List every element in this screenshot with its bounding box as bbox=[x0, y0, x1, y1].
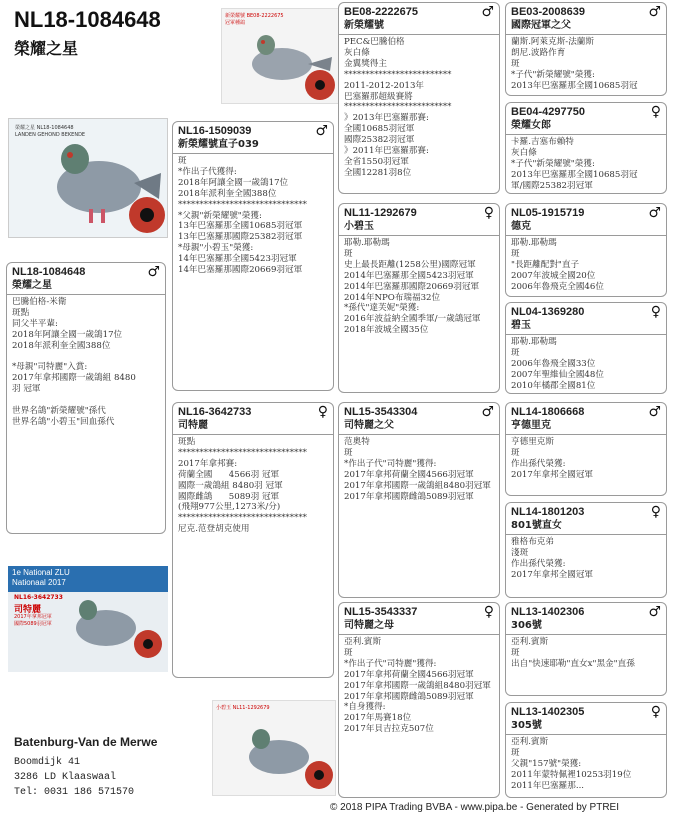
card-body: 范奧特 斑 *作出子代"司特麗"獲得: 2017年拿邦荷蘭全國4566羽冠軍 2017年拿邦國際一歲鴿組8480羽冠軍 2017年拿邦國際雌鴿5089羽冠軍 bbox=[344, 437, 491, 502]
card-ring: NL14-1806668 bbox=[511, 406, 585, 418]
photo-top-sub: 冠軍種鴿 bbox=[225, 20, 246, 26]
card-name: 碧玉 bbox=[506, 319, 666, 335]
card-ring: NL15-3543337 bbox=[344, 606, 418, 618]
female-icon: ♀ bbox=[650, 704, 661, 720]
card-name: 小碧玉 bbox=[339, 220, 499, 236]
female-icon: ♀ bbox=[650, 304, 661, 320]
photo-mother-ring: NL16-3642733 bbox=[14, 594, 63, 601]
pedigree-card-mother bbox=[172, 402, 334, 678]
female-icon: ♀ bbox=[317, 404, 328, 420]
pedigree-card-father bbox=[172, 121, 334, 391]
male-icon: ♂ bbox=[648, 205, 661, 221]
card-name: 司特麗之父 bbox=[339, 419, 499, 435]
pedigree-card-mf bbox=[338, 402, 500, 598]
card-body: 亞利.賓斯 斑 出自"快速耶勒"直女x"黑金"直孫 bbox=[511, 637, 635, 669]
photo-mother-caption1: 1e National ZLU bbox=[12, 568, 70, 577]
card-body: 耶勒.耶勒瑪 斑 "長距離配對"直子 2007年波城全國20位 2006年魯飛克全國46位 bbox=[511, 238, 604, 292]
pedigree-card-fff bbox=[505, 2, 667, 96]
card-ring: NL15-3543304 bbox=[344, 406, 418, 418]
breeder-name: Batenburg-Van de Merwe bbox=[14, 735, 158, 749]
card-ring: NL16-1509039 bbox=[178, 125, 252, 137]
pedigree-card-mfm bbox=[505, 502, 667, 598]
card-body: 雅格布克弟 淺斑 作出孫代榮獲: 2017年拿邦全國冠軍 bbox=[511, 537, 594, 580]
copyright-notice: © 2018 PIPA Trading BVBA - www.pipa.be - Generated by PTREI bbox=[330, 802, 619, 813]
breeder-address-line1: Boomdijk 41 bbox=[14, 757, 81, 768]
card-body: PEC&巴騰伯格 灰白條 金翼獎得主 ************************* 2011-2012-2013年 巴塞羅那超級賽將 ************************* 》2013年巴塞羅那賽: 全國10685羽冠軍 國際25382羽冠軍 》2011年巴塞羅那賽: 全省1550羽冠軍 全國12281羽8位 bbox=[344, 37, 452, 178]
pedigree-card-mm bbox=[338, 602, 500, 798]
photo-mother-name: 司特麗 bbox=[14, 605, 42, 615]
header-ring: NL18-1084648 bbox=[14, 7, 161, 32]
photo-top-caption: 新榮耀號 BE08-2222675 bbox=[225, 13, 284, 19]
pigeon-photo-bottom bbox=[212, 700, 336, 796]
card-name: 司特麗 bbox=[173, 419, 333, 435]
card-ring: NL04-1369280 bbox=[511, 306, 585, 318]
card-name: 榮耀之星 bbox=[7, 279, 165, 295]
card-ring: BE08-2222675 bbox=[344, 6, 419, 18]
card-ring: BE04-4297750 bbox=[511, 106, 586, 118]
card-ring: NL18-1084648 bbox=[12, 266, 86, 278]
card-body: 斑 *作出子代獲得: 2018年阿讓全國一歲鴿17位 2018年派利奎全國388位 ****************************** *父親"新榮耀號"榮獲: 13年巴塞羅那全國10685羽冠軍 13年巴塞羅那國際25382羽冠軍 *母親"小碧玉"榮獲: 14年巴塞羅那全國5423羽冠軍 14年巴塞羅那國際20669羽冠軍 bbox=[178, 156, 307, 276]
card-body: 亨德里克斯 斑 作出孫代榮獲: 2017年拿邦全國冠軍 bbox=[511, 437, 594, 480]
card-body: 耶勒.耶勒瑪 斑 史上最長距離(1258公里)國際冠軍 2014年巴塞羅那全國5423羽冠軍 2014年巴塞羅那國際20669羽冠軍 2014年NPO布瑞福32位 *孫代"達芙妮"榮獲: 2016年波益納全國季軍/一歲鴿冠軍 2018年波城全國35位 bbox=[344, 238, 481, 336]
female-icon: ♀ bbox=[650, 104, 661, 120]
card-ring: NL05-1915719 bbox=[511, 207, 585, 219]
pedigree-card-fmf bbox=[505, 203, 667, 297]
male-icon: ♂ bbox=[481, 404, 494, 420]
header-name: 榮耀之星 bbox=[14, 39, 79, 58]
breeder-phone: Tel: 0031 186 571570 bbox=[14, 787, 135, 798]
photo-mother-caption2: Nationaal 2017 bbox=[12, 578, 66, 587]
card-name: 榮耀女郎 bbox=[506, 119, 666, 135]
card-ring: NL14-1801203 bbox=[511, 506, 585, 518]
pedigree-card-ff bbox=[338, 2, 500, 194]
card-ring: BE03-2008639 bbox=[511, 6, 586, 18]
card-name: 德克 bbox=[506, 220, 666, 236]
card-body: 卡羅.吉塞布賴特 灰白條 *子代"新榮耀號"榮獲: 2013年巴塞羅那全國10685羽冠 軍/國際25382羽冠軍 bbox=[511, 137, 638, 191]
card-ring: NL13-1402305 bbox=[511, 706, 585, 718]
pigeon-photo-top bbox=[221, 8, 339, 104]
pigeon-photo-mother bbox=[8, 566, 168, 672]
card-name: 司特麗之母 bbox=[339, 619, 499, 635]
card-body: 亞利.賓斯 斑 父親"157號"榮獲: 2011年蒙特佩裡10253羽19位 2011年巴塞羅那... bbox=[511, 737, 632, 791]
male-icon: ♂ bbox=[648, 404, 661, 420]
photo-mother-line: 國際5089羽冠軍 bbox=[14, 621, 52, 627]
male-icon: ♂ bbox=[315, 123, 328, 139]
card-body: 巴騰伯格-米衛 斑點 同父半平輩: 2018年阿讓全國一歲鴿17位 2018年派利奎全國388位 *母親"司特麗"入賞: 2017年拿邦國際一歲鴿組 8480 羽 冠軍 世界名鴿"新榮耀號"孫代 世界名鴿"小碧玉"回血孫代 bbox=[12, 297, 136, 427]
card-name: 305號 bbox=[506, 719, 666, 735]
pedigree-card-fmm bbox=[505, 302, 667, 394]
pedigree-card-ffm bbox=[505, 102, 667, 194]
card-body: 蘭斯.阿萊克斯-法蘭斯 朗尼.波路作育 斑 *子代"新榮耀號"榮獲: 2013年巴塞羅那全國10685羽冠 bbox=[511, 37, 638, 91]
photo-main-caption: 榮耀之星 NL18-1084648 bbox=[15, 125, 74, 131]
female-icon: ♀ bbox=[483, 205, 494, 221]
card-body: 亞利.賓斯 斑 *作出子代"司特麗"獲得: 2017年拿邦荷蘭全國4566羽冠軍 2017年拿邦國際一歲鴿組8480羽冠軍 2017年拿邦國際雌鴿5089羽冠軍 *自身獲得: 2017年馬賽18位 2017年貝吉拉克507位 bbox=[344, 637, 491, 735]
card-ring: NL16-3642733 bbox=[178, 406, 252, 418]
card-body: 斑點 ****************************** 2017年拿邦賽: 荷蘭全國 4566羽 冠軍 國際一歲鴿組 8480羽 冠軍 國際雌鴿 5089羽 冠軍 (飛翔977公里,1273米/分) ****************************** 尼克.范登胡克使用 bbox=[178, 437, 307, 535]
pedigree-card-mmf bbox=[505, 602, 667, 696]
male-icon: ♂ bbox=[147, 264, 160, 280]
card-name: 新榮耀號直子039 bbox=[173, 138, 333, 154]
card-body: 耶勒.耶勒瑪 斑 2006年魯飛全國33位 2007年聖維仙全國48位 2010年橘郡全國81位 bbox=[511, 337, 604, 391]
female-icon: ♀ bbox=[650, 504, 661, 520]
pedigree-card-mff bbox=[505, 402, 667, 496]
pedigree-card-fm bbox=[338, 203, 500, 393]
male-icon: ♂ bbox=[481, 4, 494, 20]
card-ring: NL11-1292679 bbox=[344, 207, 417, 219]
card-name: 801號直女 bbox=[506, 519, 666, 535]
female-icon: ♀ bbox=[483, 604, 494, 620]
pedigree-card-subject bbox=[6, 262, 166, 534]
breeder-address-line2: 3286 LD Klaaswaal bbox=[14, 772, 117, 783]
photo-bottom-caption: 小碧玉 NL11-1292679 bbox=[216, 705, 270, 711]
card-ring: NL13-1402306 bbox=[511, 606, 585, 618]
male-icon: ♂ bbox=[648, 4, 661, 20]
photo-main-sub: LANDEN GEHOND BEKENDE bbox=[15, 132, 86, 138]
pedigree-card-mmm bbox=[505, 702, 667, 798]
photo-mother-line: 2017年拿邦冠軍 bbox=[14, 614, 52, 620]
card-name: 新榮耀號 bbox=[339, 19, 499, 35]
card-name: 國際冠軍之父 bbox=[506, 19, 666, 35]
male-icon: ♂ bbox=[648, 604, 661, 620]
card-name: 亨德里克 bbox=[506, 419, 666, 435]
pigeon-photo-main bbox=[8, 118, 168, 238]
card-name: 306號 bbox=[506, 619, 666, 635]
